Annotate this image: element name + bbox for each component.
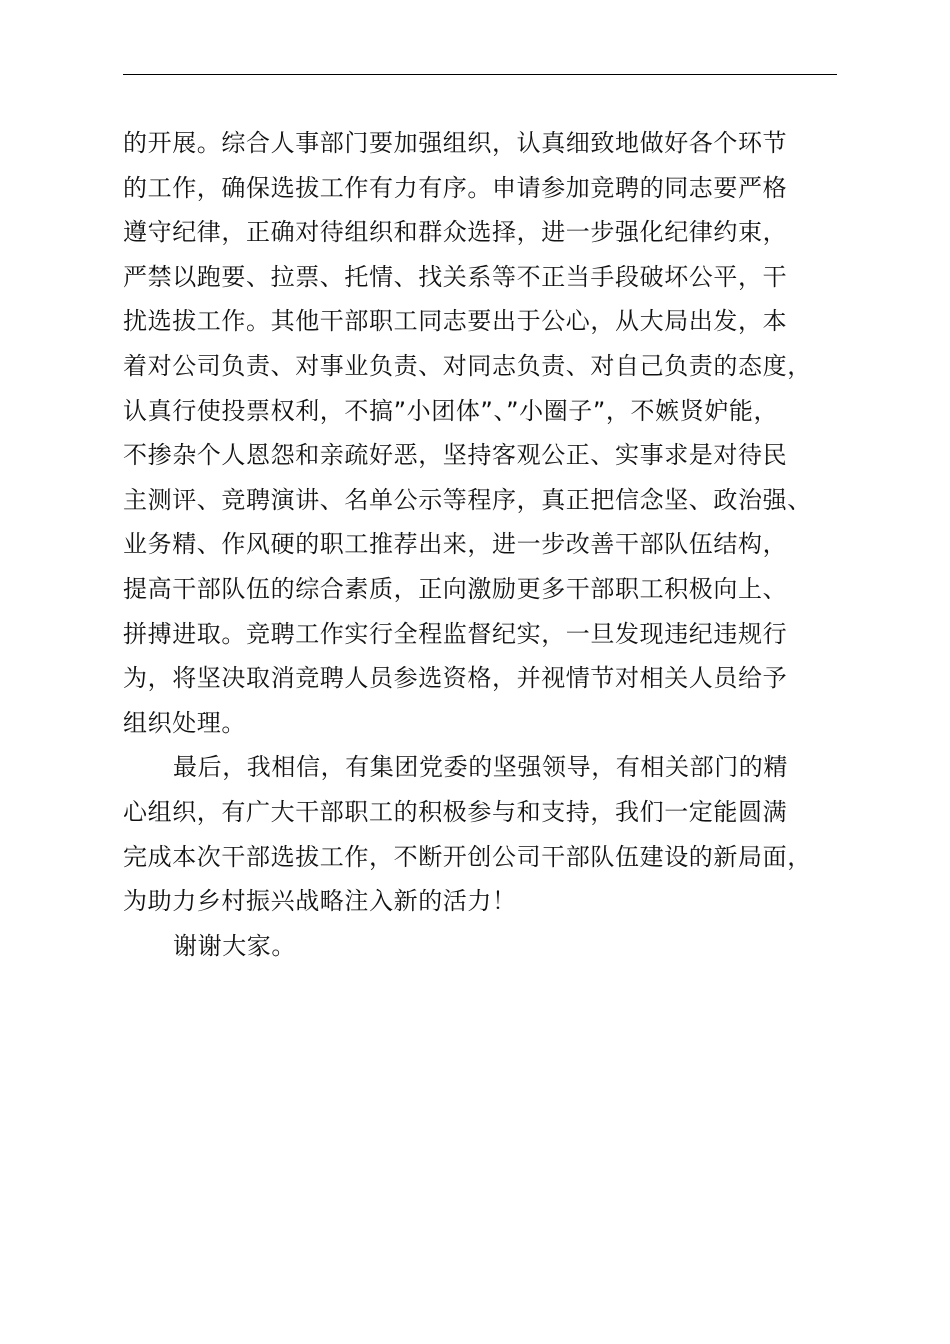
- text-line: 严禁以跑要、拉票、托情、找关系等不正当手段破坏公平，干: [123, 262, 788, 291]
- text-line: 完成本次干部选拔工作，不断开创公司干部队伍建设的新局面，: [123, 842, 812, 871]
- closing-line: 谢谢大家。: [173, 931, 296, 960]
- text-line: 认真行使投票权利，不搞”小团体”、”小圈子”，不嫉贤妒能，: [123, 396, 779, 425]
- text-line: 提高干部队伍的综合素质，正向激励更多干部职工积极向上、: [123, 574, 788, 603]
- text-line: 的工作，确保选拔工作有力有序。申请参加竞聘的同志要严格: [123, 173, 788, 202]
- text-line: 遵守纪律，正确对待组织和群众选择，进一步强化纪律约束，: [123, 218, 788, 247]
- text-line: 的开展。综合人事部门要加强组织，认真细致地做好各个环节: [123, 129, 788, 157]
- text-line: 扰选拔工作。其他干部职工同志要出于公心，从大局出发，本: [123, 307, 788, 336]
- text-line: 着对公司负责、对事业负责、对同志负责、对自己负责的态度，: [123, 351, 812, 380]
- text-line: 组织处理。: [123, 708, 246, 737]
- text-line: 主测评、竞聘演讲、名单公示等程序，真正把信念坚、政治强、: [123, 485, 812, 514]
- text-line: 心组织，有广大干部职工的积极参与和支持，我们一定能圆满: [123, 797, 788, 826]
- paragraph-start-line: 最后，我相信，有集团党委的坚强领导，有相关部门的精: [173, 753, 788, 782]
- text-line: 拼搏进取。竞聘工作实行全程监督纪实，一旦发现违纪违规行: [123, 619, 788, 648]
- text-line: 为助力乡村振兴战略注入新的活力！: [123, 887, 517, 916]
- text-line: 业务精、作风硬的职工推荐出来，进一步改善干部队伍结构，: [123, 530, 788, 559]
- text-line: 为，将坚决取消竞聘人员参选资格，并视情节对相关人员给予: [123, 664, 788, 693]
- body-text: [123, 121, 863, 968]
- text-line: 不掺杂个人恩怨和亲疏好恶，坚持客观公正、实事求是对待民: [123, 441, 788, 470]
- header-rule: [123, 74, 837, 75]
